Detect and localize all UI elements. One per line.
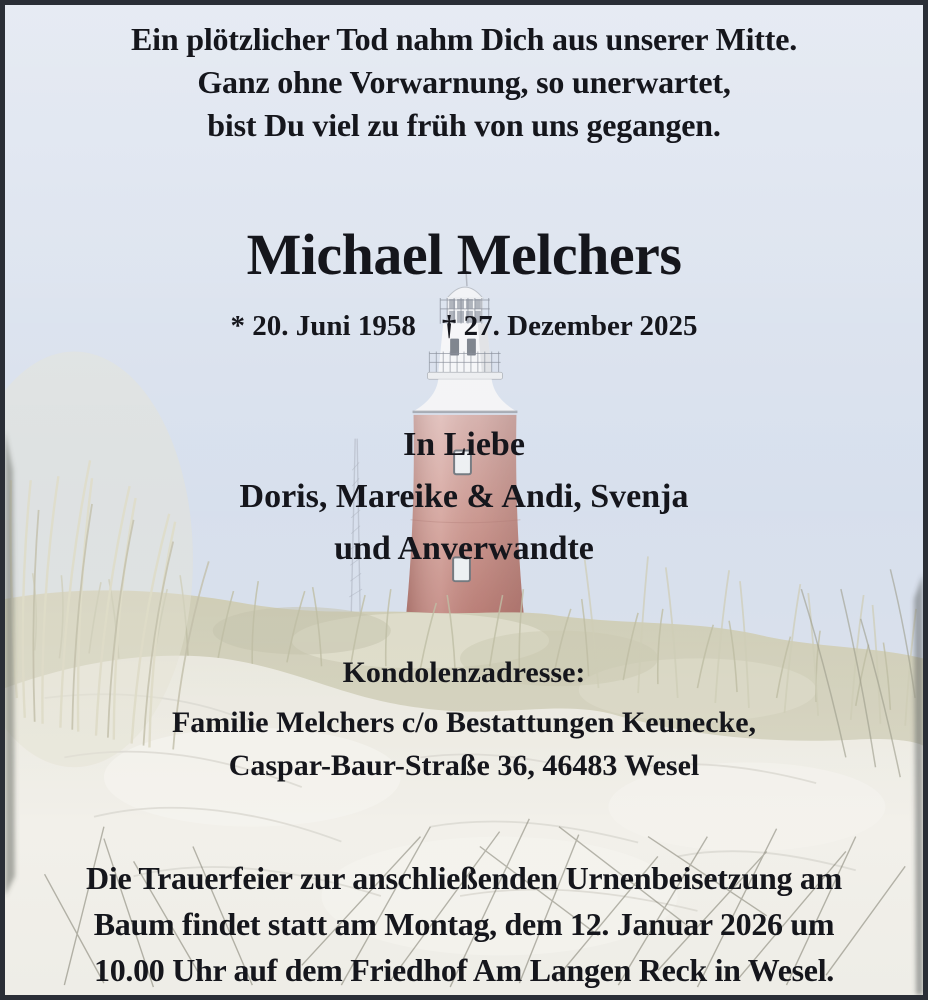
condolence-line: Familie Melchers c/o Bestattungen Keunecke,: [171, 706, 757, 739]
verse-line: bist Du viel zu früh von uns gegangen.: [207, 107, 721, 143]
funeral-line: Die Trauerfeier zur anschließenden Urnenbeisetzung am: [86, 860, 842, 896]
farewell-line: und Anverwandte: [334, 530, 594, 567]
birth-date: * 20. Juni 1958: [230, 310, 416, 342]
death-date: † 27. Dezember 2025: [441, 310, 698, 342]
life-dates: [5, 311, 923, 341]
opening-verse: [5, 18, 923, 147]
deceased-name: Michael Melchers: [246, 222, 682, 287]
funeral-info: [5, 855, 923, 993]
farewell-block: [5, 419, 923, 575]
funeral-line: Baum findet statt am Montag, dem 12. Januar 2026 um: [93, 906, 835, 942]
condolence-line: Caspar-Baur-Straße 36, 46483 Wesel: [228, 749, 700, 782]
condolence-address: [5, 701, 923, 787]
verse-line: Ein plötzlicher Tod nahm Dich aus unserer Mitte.: [130, 21, 798, 57]
funeral-line: 10.00 Uhr auf dem Friedhof Am Langen Reck in Wesel.: [94, 952, 834, 988]
farewell-line: Doris, Mareike & Andi, Svenja: [239, 478, 689, 515]
verse-line: Ganz ohne Vorwarnung, so unerwartet,: [197, 64, 731, 100]
condolence-heading: Kondolenzadresse:: [342, 656, 586, 689]
farewell-line: In Liebe: [403, 426, 525, 463]
